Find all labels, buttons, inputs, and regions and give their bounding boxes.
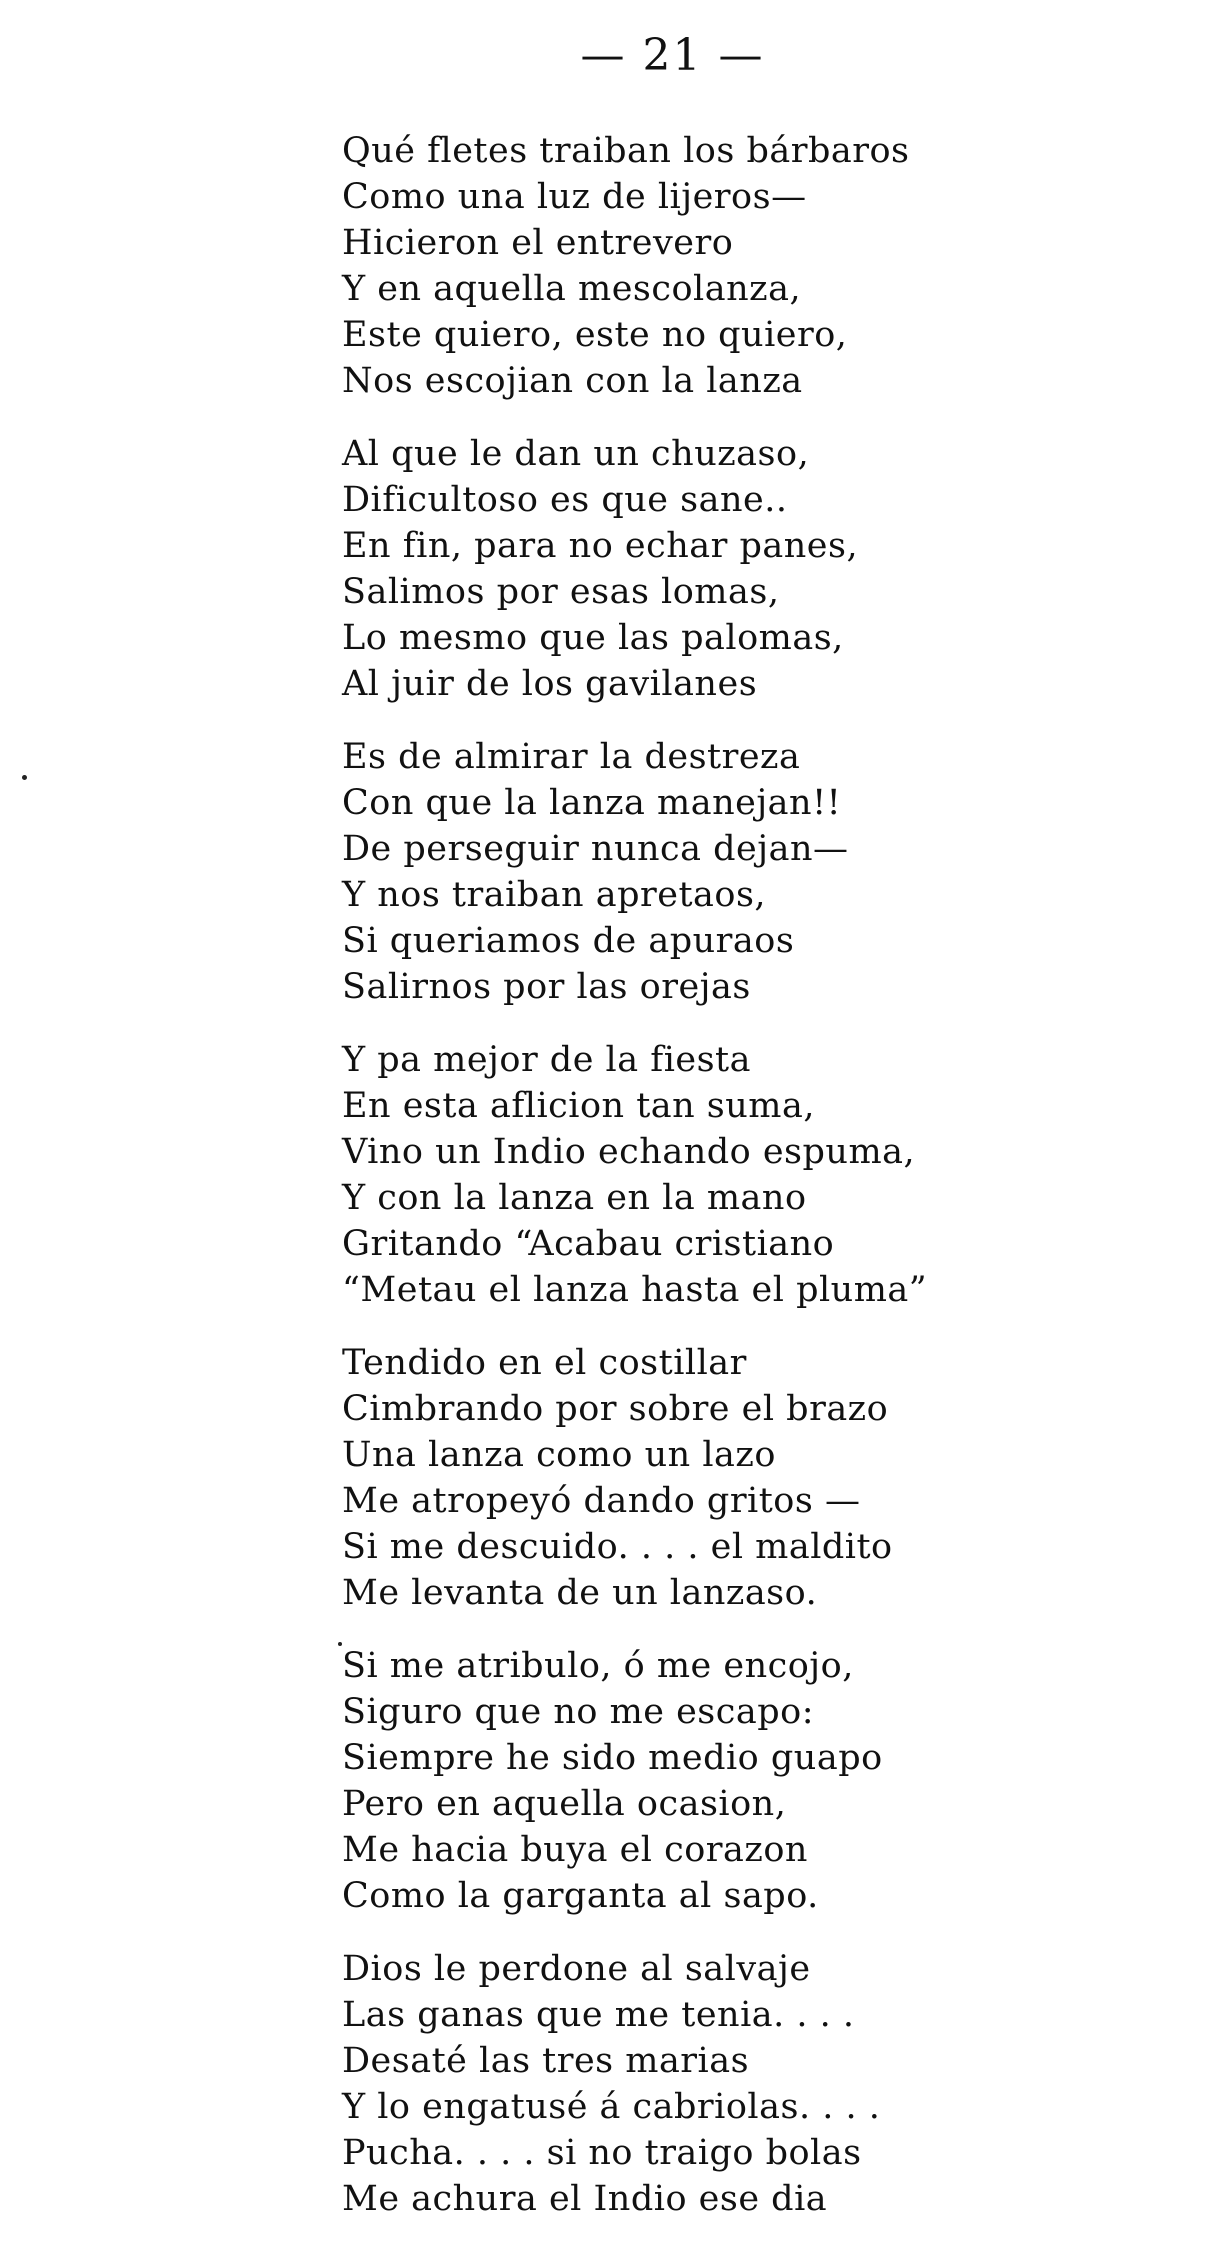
stanza [342,1643,1182,1919]
stanza [342,1340,1182,1616]
stanza [342,1037,1182,1313]
verse-line: Como una luz de lijeros— [342,177,807,217]
stanza [342,128,1182,404]
stanza [342,734,1182,1010]
verse-line: Una lanza como un lazo [342,1435,776,1475]
verse-line: Salirnos por las orejas [342,967,751,1007]
verse-line: Si me descuido. . . . el maldito [342,1527,893,1567]
verse-line: Y con la lanza en la mano [342,1178,807,1218]
verse-line: Con que la lanza manejan!! [342,783,842,823]
poem-body [342,128,1182,2249]
verse-line: Tendido en el costillar [342,1343,747,1383]
verse-line: Me levanta de un lanzaso. [342,1573,818,1613]
verse-line: Lo mesmo que las palomas, [342,618,844,658]
verse-line: Gritando “Acabau cristiano [342,1224,835,1264]
verse-line: Salimos por esas lomas, [342,572,780,612]
verse-line: Si me atribulo, ó me encojo, [342,1646,854,1686]
verse-line: De perseguir nunca dejan— [342,829,849,869]
verse-line: Cimbrando por sobre el brazo [342,1389,889,1429]
verse-line: Si queriamos de apuraos [342,921,795,961]
verse-line: Hicieron el entrevero [342,223,734,263]
verse-line: Siguro que no me escapo: [342,1692,815,1732]
verse-line: Al juir de los gavilanes [342,664,758,704]
verse-line: Pucha. . . . si no traigo bolas [342,2133,862,2173]
verse-line: Siempre he sido medio guapo [342,1738,883,1778]
verse-line: Dificultoso es que sane.. [342,480,788,520]
verse-line: Me hacia buya el corazon [342,1830,808,1870]
verse-line: En esta aflicion tan suma, [342,1086,815,1126]
margin-speck [22,775,27,780]
verse-line: Pero en aquella ocasion, [342,1784,787,1824]
verse-line: Y lo engatusé á cabriolas. . . . [342,2087,881,2127]
verse-line: Nos escojian con la lanza [342,361,803,401]
verse-line: Al que le dan un chuzaso, [342,434,810,474]
verse-line: Y en aquella mescolanza, [342,269,802,309]
verse-line: Qué fletes traiban los bárbaros [342,131,910,171]
verse-line: Es de almirar la destreza [342,737,801,777]
verse-line: Me atropeyó dando gritos — [342,1481,861,1521]
stanza [342,431,1182,707]
verse-line: Como la garganta al sapo. [342,1876,819,1916]
verse-line: Y nos traiban apretaos, [342,875,767,915]
verse-line: Me achura el Indio ese dia [342,2179,828,2219]
verse-line: Y pa mejor de la fiesta [342,1040,751,1080]
verse-line: En fin, para no echar panes, [342,526,859,566]
verse-line: Vino un Indio echando espuma, [342,1132,916,1172]
verse-line: Desaté las tres marias [342,2041,750,2081]
stanza [342,1946,1182,2222]
verse-line: Este quiero, este no quiero, [342,315,848,355]
page-number: — 21 — [580,30,765,81]
verse-line: Las ganas que me tenia. . . . [342,1995,855,2035]
verse-line: “Metau el lanza hasta el pluma” [342,1270,928,1310]
verse-line: Dios le perdone al salvaje [342,1949,811,1989]
